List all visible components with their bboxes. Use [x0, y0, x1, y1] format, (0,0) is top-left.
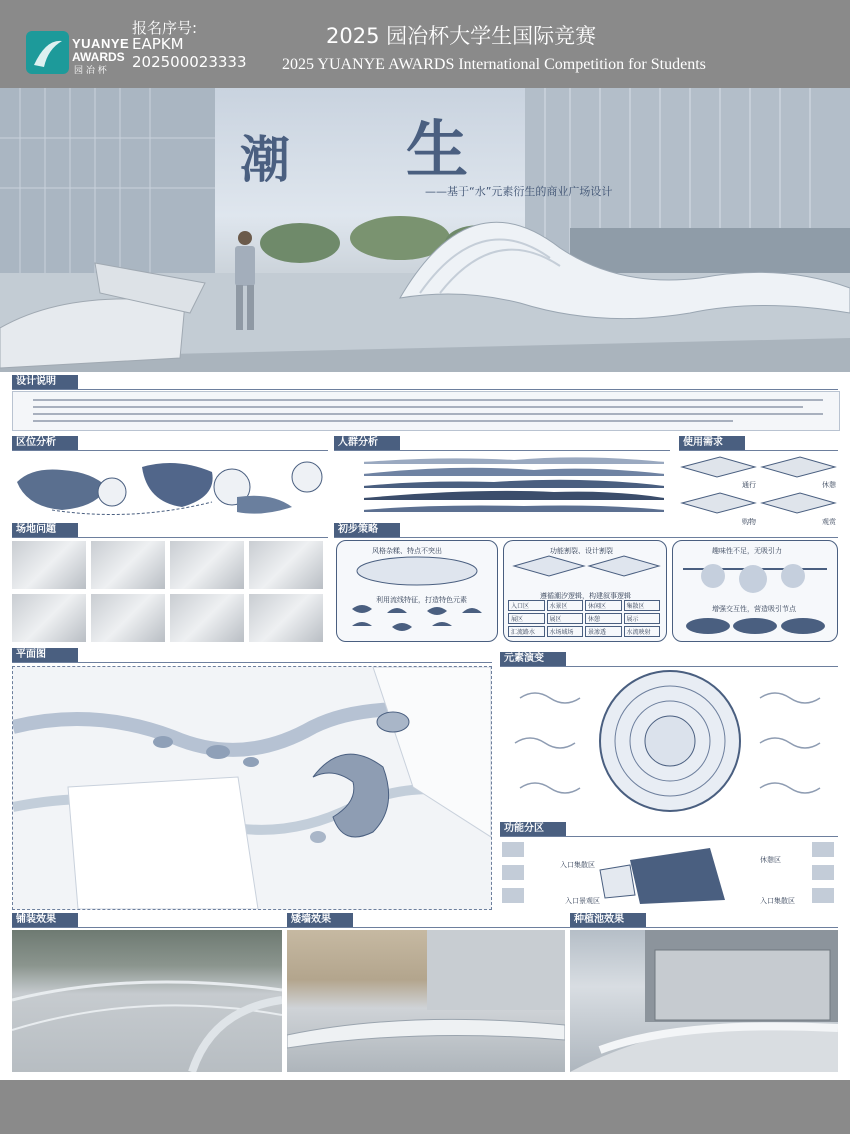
- logo-line2: AWARDS: [72, 50, 125, 64]
- competition-title-en: 2025 YUANYE AWARDS International Competition for Students: [282, 56, 706, 73]
- competition-title-cn: 2025 园冶杯大学生国际竞赛: [326, 24, 597, 48]
- divider: [334, 450, 670, 451]
- yuanye-logo-icon: [26, 31, 69, 74]
- strategy-2-top: 功能割裂、设计割裂: [550, 547, 613, 555]
- divider: [12, 537, 328, 538]
- hero-subtitle: ——基于“水”元素衍生的商业广场设计: [425, 185, 613, 198]
- reg-label: 报名序号:: [132, 19, 198, 37]
- logo-line1: YUANYE: [72, 36, 130, 51]
- need-label-pass: 通行: [742, 481, 756, 489]
- logo-line3: 园 冶 杯: [74, 66, 107, 76]
- reg-code: EAPKM: [132, 35, 184, 53]
- site-photo-6: [91, 594, 165, 642]
- strategy-2-tags: [508, 600, 660, 636]
- section-zoning: 功能分区: [500, 822, 566, 836]
- reg-number: 202500023333: [132, 53, 247, 71]
- tag: 景渗透: [585, 626, 622, 637]
- strategy-3-bottom: 增强交互性，营造吸引节点: [712, 605, 796, 613]
- design-desc-text-block: [12, 391, 840, 431]
- tag: 汇流路水: [508, 626, 545, 637]
- section-plan: 平面图: [12, 648, 78, 662]
- zone-label-3: 入口景观区: [565, 897, 600, 905]
- tag: 水景区: [547, 600, 584, 611]
- tag: 展区: [547, 613, 584, 624]
- crowd-chart: [334, 452, 670, 520]
- zone-label-2: 休憩区: [760, 856, 781, 864]
- footer-bar: [0, 1080, 850, 1134]
- divider: [500, 666, 838, 667]
- strategy-1-top: 风格杂糅、特点不突出: [372, 547, 442, 555]
- need-label-view: 观赏: [822, 518, 836, 526]
- site-plan: [12, 666, 492, 910]
- strategy-2-bottom: 遵循潮汐逻辑，构建叙事逻辑: [540, 592, 631, 600]
- section-evolution: 元素演变: [500, 652, 566, 666]
- site-photo-2: [91, 541, 165, 589]
- divider: [500, 836, 838, 837]
- tag: 水场域场: [547, 626, 584, 637]
- tag: 展区: [508, 613, 545, 624]
- hero-title-char2: 生: [406, 113, 469, 186]
- tag: 展示: [624, 613, 661, 624]
- location-map: [12, 452, 328, 520]
- divider: [12, 450, 328, 451]
- hero-title-char1: 潮: [240, 130, 290, 189]
- tag: 休闲区: [585, 600, 622, 611]
- site-photo-1: [12, 541, 86, 589]
- divider: [12, 927, 838, 928]
- section-needs: 使用需求: [679, 436, 745, 450]
- divider: [12, 389, 838, 390]
- site-photo-7: [170, 594, 244, 642]
- site-photo-5: [12, 594, 86, 642]
- section-location: 区位分析: [12, 436, 78, 450]
- section-site-issues: 场地问题: [12, 523, 78, 537]
- section-paving: 铺装效果: [12, 913, 78, 927]
- low-wall-render: [287, 930, 565, 1072]
- planter-render: [570, 930, 838, 1072]
- section-planter: 种植池效果: [570, 913, 646, 927]
- divider: [679, 450, 838, 451]
- section-strategy: 初步策略: [334, 523, 400, 537]
- tag: 水流映射: [624, 626, 661, 637]
- section-crowd: 人群分析: [334, 436, 400, 450]
- need-label-rest: 休憩: [822, 481, 836, 489]
- divider: [334, 537, 838, 538]
- section-low-wall: 矮墙效果: [287, 913, 353, 927]
- needs-diagrams: [680, 455, 838, 525]
- zone-label-1: 入口集散区: [560, 861, 595, 869]
- evolution-diagram: [500, 668, 838, 813]
- tag: 休憩: [585, 613, 622, 624]
- section-design-desc: 设计说明: [12, 375, 78, 389]
- site-photo-8: [249, 594, 323, 642]
- need-label-shop: 购物: [742, 518, 756, 526]
- tag: 入口区: [508, 600, 545, 611]
- divider: [12, 662, 492, 663]
- tag: 集散区: [624, 600, 661, 611]
- site-photo-4: [249, 541, 323, 589]
- strategy-1-bottom: 利用流线特征，打造特色元素: [376, 596, 467, 604]
- strategy-3-top: 趣味性不足，无吸引力: [712, 547, 782, 555]
- site-photo-3: [170, 541, 244, 589]
- paving-render: [12, 930, 282, 1072]
- zone-label-4: 入口集散区: [760, 897, 795, 905]
